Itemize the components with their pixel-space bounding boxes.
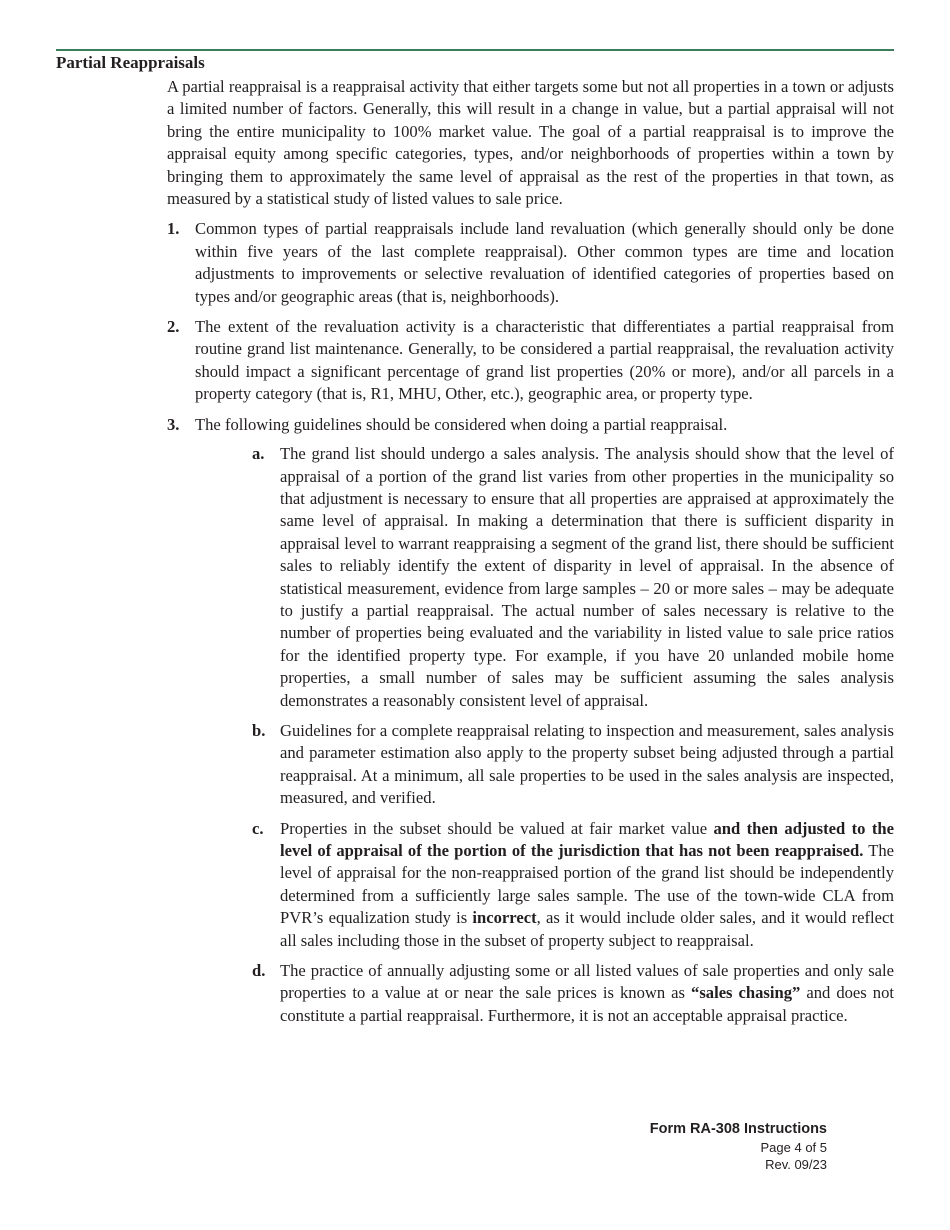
list-item-text: The following guidelines should be considered when doing a partial reappraisal.	[195, 414, 728, 434]
emphasis-text: and then adjusted to the level of appraisal of the portion of the jurisdiction that has not been reappraised.	[280, 818, 894, 860]
revision-date: Rev. 09/23	[765, 1157, 827, 1172]
sublist-item-text: Guidelines for a complete reappraisal relating to inspection and measurement, sales analysis and parameter estimation also apply to the property subset being adjusted through a partial reappraisal. At a minimum, all sale properties to be used in the sales analysis are inspected, measured, and verified.	[280, 720, 894, 808]
list-item	[167, 414, 894, 1028]
emphasis-text: “sales chasing”	[691, 983, 801, 1003]
sublist-item-text: The practice of annually adjusting some or all listed values of sale properties and only sale properties to a value at or near the sale prices is known as	[280, 961, 894, 1003]
list-item	[167, 316, 894, 406]
page-footer	[650, 1120, 827, 1173]
sublist-item-letter: b.	[252, 720, 266, 740]
sublist-item-letter: a.	[252, 444, 265, 464]
form-name: Form RA-308 Instructions	[649, 1121, 827, 1137]
guidelines-sublist	[195, 443, 894, 1027]
list-item-text: The extent of the revaluation activity is a characteristic that differentiates a partial reappraisal from routine grand list maintenance. Generally, to be considered a partial reappraisal, the revaluation activity should impact a significant percentage of grand list properties (20% or more), and/or all parcels in a property category (that is, R1, MHU, Other, etc.), geographic area, or property type.	[195, 317, 894, 404]
emphasis-text: incorrect	[472, 908, 537, 928]
header-rule	[56, 49, 894, 51]
sublist-item-text: Properties in the subset should be valued at fair market value	[280, 818, 714, 838]
list-item-text: Common types of partial reappraisals include land revaluation (which generally should only be done within five years of the last complete reappraisal). Other common types are time and location adjustments to improvements or selective revaluation of identified categories of properties based on types and/or geographic areas (that is, neighborhoods).	[195, 219, 894, 306]
list-item-number: 3.	[167, 414, 180, 434]
sublist-item-text: The level of appraisal for the non-reappraised portion of the grand list should be independently determined from a sufficiently large sales sample. The use of the town-wide CLA from PVR’s equalization study is	[280, 841, 894, 928]
sublist-item	[252, 960, 894, 1027]
page-number: Page 4 of 5	[760, 1140, 827, 1155]
sublist-item	[252, 818, 894, 952]
list-item-number: 2.	[167, 317, 180, 337]
sublist-item-letter: c.	[252, 818, 264, 838]
list-item-number: 1.	[167, 219, 180, 239]
sublist-item-text: and does not constitute a partial reappraisal. Furthermore, it is not an acceptable appraisal practice.	[280, 983, 894, 1025]
sublist-item-letter: d.	[252, 961, 266, 981]
sublist-item	[252, 720, 894, 810]
list-item	[167, 218, 894, 308]
section-body	[167, 76, 894, 1027]
section-title: Partial Reappraisals	[56, 53, 205, 72]
sublist-item-text: The grand list should undergo a sales analysis. The analysis should show that the level of appraisal of a portion of the grand list varies from other properties in the municipality so that adjustment is necessary to ensure that all properties are appraised at approximately the same level of appraisal. In making a determination that there is sufficient disparity in appraisal level to warrant reappraising a segment of the grand list, there should be sufficient sales to reliably identify the extent of disparity in level of appraisal. In the absence of statistical measurement, evidence from large samples – 20 or more sales – may be adequate to justify a partial reappraisal. The actual number of sales necessary is relative to the number of properties being evaluated and the variability in listed value to sale price ratios for the identified property type. For example, if you have 20 unlanded mobile home properties, a small number of sales may be sufficient assuming the sales analysis demonstrates a reasonably consistent level of appraisal.	[280, 444, 894, 710]
intro-paragraph: A partial reappraisal is a reappraisal activity that either targets some but not all properties in a town or adjusts a limited number of factors. Generally, this will result in a change in value, but a partial appraisal will not bring the entire municipality to 100% market value. The goal of a partial reappraisal is to improve the appraisal equity among specific categories, types, and/or neighborhoods of properties within a town by bringing them to approximately the same level of appraisal as the rest of the properties in that town, as measured by a statistical study of listed values to sale price.	[167, 77, 894, 209]
sublist-item	[252, 443, 894, 712]
sublist-item-text: , as it would include older sales, and it would reflect all sales including those in the subset of property subject to reappraisal.	[280, 908, 894, 950]
